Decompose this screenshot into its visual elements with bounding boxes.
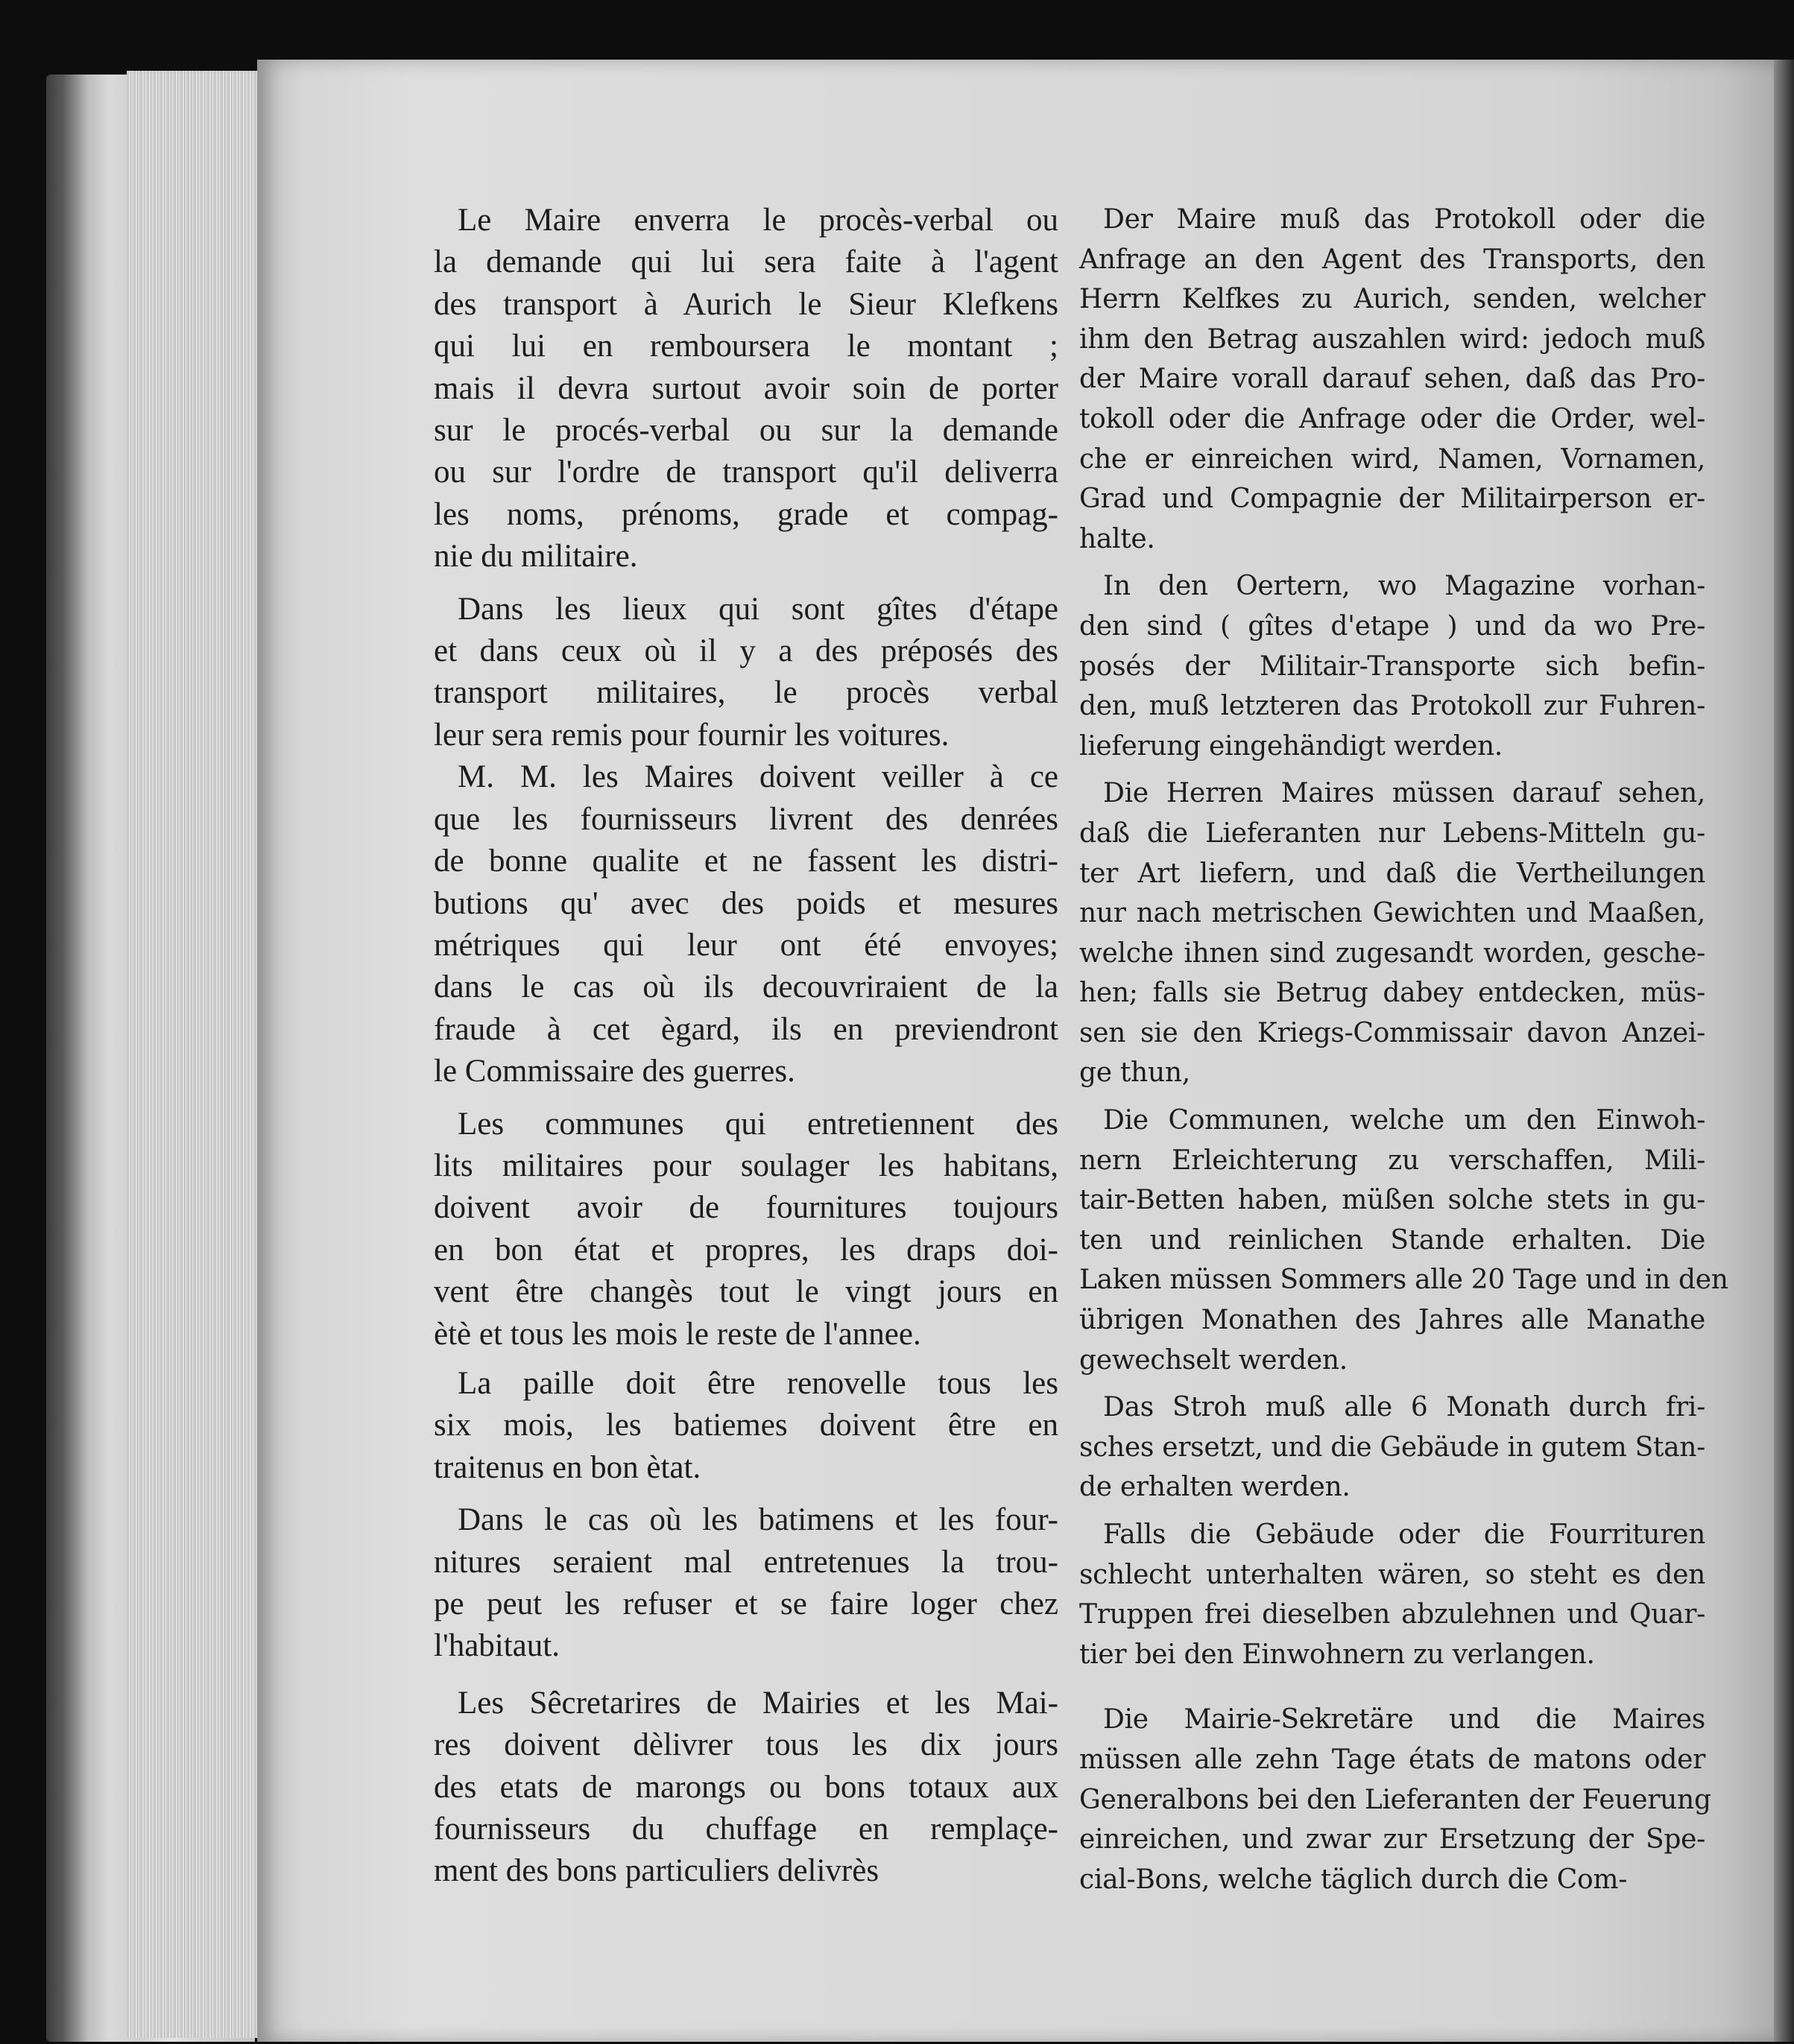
text-line: Die Herren Maires müssen darauf sehen, <box>1103 778 1705 809</box>
text-line: posés der Militair-Transporte sich befin- <box>1079 651 1705 682</box>
text-line: nitures seraient mal entretenues la trou- <box>434 1544 1058 1580</box>
text-line: sur le procés-verbal ou sur la demande <box>434 413 1058 449</box>
paragraph-spacer <box>1079 766 1705 773</box>
text-line: les noms, prénoms, grade et compag- <box>434 496 1058 532</box>
paragraph-spacer <box>1079 1674 1705 1700</box>
text-line: Die Mairie-Sekretäre und die Maires <box>1103 1704 1705 1735</box>
text-line: La paille doit être renovelle tous les <box>458 1365 1058 1401</box>
text-line: übrigen Monathen des Jahres alle Manathe <box>1079 1305 1705 1336</box>
text-line: Truppen frei dieselben abzulehnen und Quar- <box>1079 1599 1705 1630</box>
text-line: müssen alle zehn Tage états de matons oder <box>1079 1744 1705 1775</box>
paragraph <box>1079 1515 1705 1674</box>
paragraph <box>1079 773 1705 1093</box>
text-line: tier bei den Einwohnern zu verlangen. <box>1079 1639 1595 1670</box>
text-line: sches ersetzt, und die Gebäude in gutem Stan- <box>1079 1431 1706 1463</box>
paragraph-spacer <box>434 1489 1058 1499</box>
text-line: ou sur l'ordre de transport qu'il deliverra <box>434 455 1058 490</box>
paragraph <box>1079 1700 1711 1899</box>
text-line: lits militaires pour soulager les habitans, <box>434 1148 1058 1183</box>
paragraph <box>434 1363 1058 1489</box>
text-line: doivent avoir de fournitures toujours <box>434 1190 1058 1226</box>
paragraph <box>434 756 1058 1092</box>
text-line: butions qu' avec des poids et mesures <box>434 885 1058 921</box>
paragraph-spacer <box>434 1668 1058 1683</box>
text-line: de erhalten werden. <box>1079 1472 1351 1503</box>
text-line: Dans le cas où les batimens et les four- <box>458 1502 1058 1538</box>
text-line: Falls die Gebäude oder die Fourrituren <box>1103 1519 1705 1550</box>
text-line: Dans les lieux qui sont gîtes d'étape <box>458 591 1058 627</box>
text-line: nern Erleichterung zu verschaffen, Mili- <box>1079 1145 1705 1176</box>
text-line: sen sie den Kriegs-Commissair davon Anzei- <box>1079 1017 1705 1048</box>
text-line: nur nach metrischen Gewichten und Maaßen, <box>1079 898 1705 929</box>
paragraph <box>1079 566 1705 766</box>
text-line: daß die Lieferanten nur Lebens-Mitteln gu- <box>1079 817 1705 849</box>
text-line: Grad und Compagnie der Militairperson er- <box>1079 484 1705 515</box>
paragraph <box>434 200 1058 578</box>
paragraph-spacer <box>434 1355 1058 1363</box>
text-line: vent être changès tout le vingt jours en <box>434 1274 1058 1310</box>
text-line: Die Communen, welche um den Einwoh- <box>1103 1105 1705 1136</box>
text-line: nie du militaire. <box>434 539 638 575</box>
text-line: tokoll oder die Anfrage oder die Order, wel- <box>1079 403 1705 434</box>
paragraph-spacer <box>434 1093 1058 1104</box>
paragraph-spacer <box>1079 559 1705 566</box>
paragraph-spacer <box>1079 1380 1705 1388</box>
text-line: schlecht unterhalten wären, so steht es den <box>1079 1559 1705 1590</box>
text-line: ment des bons particuliers delivrès <box>434 1853 879 1889</box>
text-line: métriques qui leur ont été envoyes; <box>434 927 1058 963</box>
text-line: ten und reinlichen Stande erhalten. Die <box>1079 1224 1705 1256</box>
paragraph <box>434 589 1058 757</box>
text-line: res doivent dèlivrer tous les dix jours <box>434 1727 1058 1763</box>
text-line: den sind ( gîtes d'etape ) und da wo Pre- <box>1079 610 1705 642</box>
text-line: Le Maire enverra le procès-verbal ou <box>458 203 1058 238</box>
text-line: tair-Betten haben, müßen solche stets in gu- <box>1079 1185 1705 1216</box>
text-line: et dans ceux où il y a des préposés des <box>434 633 1058 669</box>
text-line: traitenus en bon ètat. <box>434 1449 701 1485</box>
text-line: hen; falls sie Betrug dabey entdecken, müs- <box>1079 978 1705 1009</box>
page-gutter-shadow <box>1774 60 1794 2042</box>
text-line: M. M. les Maires doivent veiller à ce <box>458 759 1058 795</box>
text-line: la demande qui lui sera faite à l'agent <box>434 244 1058 280</box>
text-line: en bon état et propres, les draps doi- <box>434 1232 1058 1268</box>
text-line: Der Maire muß das Protokoll oder die <box>1103 204 1705 235</box>
text-line: Anfrage an den Agent des Transports, den <box>1079 244 1705 275</box>
paragraph-spacer <box>1079 1507 1705 1515</box>
text-line: der Maire vorall darauf sehen, daß das Pro- <box>1079 364 1705 395</box>
text-line: leur sera remis pour fournir les voitures. <box>434 717 950 753</box>
text-line: cial-Bons, welche täglich durch die Com- <box>1079 1864 1628 1895</box>
paragraph <box>434 1104 1058 1355</box>
text-line: de bonne qualite et ne fassent les distri- <box>434 844 1058 879</box>
text-line: pe peut les refuser et se faire loger chez <box>434 1586 1058 1621</box>
text-line: dans le cas où ils decouvriraient de la <box>434 969 1058 1005</box>
text-line: l'habitaut. <box>434 1628 560 1664</box>
text-line: fraude à cet ègard, ils en previendront <box>434 1011 1058 1047</box>
text-line: des etats de marongs ou bons totaux aux <box>434 1769 1058 1805</box>
text-line: ètè et tous les mois le reste de l'annee. <box>434 1316 921 1352</box>
text-line: ihm den Betrag auszahlen wird: jedoch muß <box>1079 323 1705 355</box>
text-line: transport militaires, le procès verbal <box>434 675 1058 711</box>
text-line: Les Sêcretarires de Mairies et les Mai- <box>458 1685 1058 1721</box>
paragraph <box>1079 1388 1705 1507</box>
paragraph <box>1079 1101 1728 1380</box>
french-column <box>434 200 1058 1893</box>
text-line: qui lui en remboursera le montant ; <box>434 329 1058 364</box>
text-line: ge thun, <box>1079 1057 1190 1089</box>
paragraph <box>434 1499 1058 1668</box>
text-line: Das Stroh muß alle 6 Monath durch fri- <box>1103 1392 1705 1423</box>
text-line: gewechselt werden. <box>1079 1344 1348 1376</box>
text-line: einreichen, und zwar zur Ersetzung der Spe- <box>1079 1824 1705 1855</box>
text-line: fournisseurs du chuffage en remplaçe- <box>434 1812 1058 1847</box>
text-line: che er einreichen wird, Namen, Vornamen, <box>1079 443 1705 475</box>
paragraph <box>434 1683 1058 1893</box>
text-line: Les communes qui entretiennent des <box>458 1106 1058 1142</box>
text-line: Laken müssen Sommers alle 20 Tage und in den <box>1079 1265 1728 1296</box>
text-line: que les fournisseurs livrent des denrées <box>434 801 1058 837</box>
paragraph-spacer <box>1079 1093 1705 1101</box>
text-line: halte. <box>1079 523 1155 554</box>
paragraph-spacer <box>434 578 1058 589</box>
german-column <box>1079 200 1728 1899</box>
text-line: mais il devra surtout avoir soin de porter <box>434 370 1058 406</box>
text-line: In den Oertern, wo Magazine vorhan- <box>1103 571 1705 602</box>
text-line: Generalbons bei den Lieferanten der Feuerung <box>1079 1784 1711 1815</box>
text-line: ter Art liefern, und daß die Vertheilungen <box>1079 858 1705 889</box>
text-line: des transport à Aurich le Sieur Klefkens <box>434 286 1058 322</box>
text-line: le Commissaire des guerres. <box>434 1054 795 1089</box>
text-line: welche ihnen sind zugesandt worden, gesche- <box>1079 937 1705 969</box>
text-line: lieferung eingehändigt werden. <box>1079 730 1503 762</box>
paragraph <box>1079 200 1705 559</box>
text-line: den, muß letzteren das Protokoll zur Fuhren- <box>1079 691 1705 722</box>
text-line: Herrn Kelfkes zu Aurich, senden, welcher <box>1079 284 1705 315</box>
page-stack <box>127 71 268 2038</box>
text-line: six mois, les batiemes doivent être en <box>434 1408 1058 1443</box>
